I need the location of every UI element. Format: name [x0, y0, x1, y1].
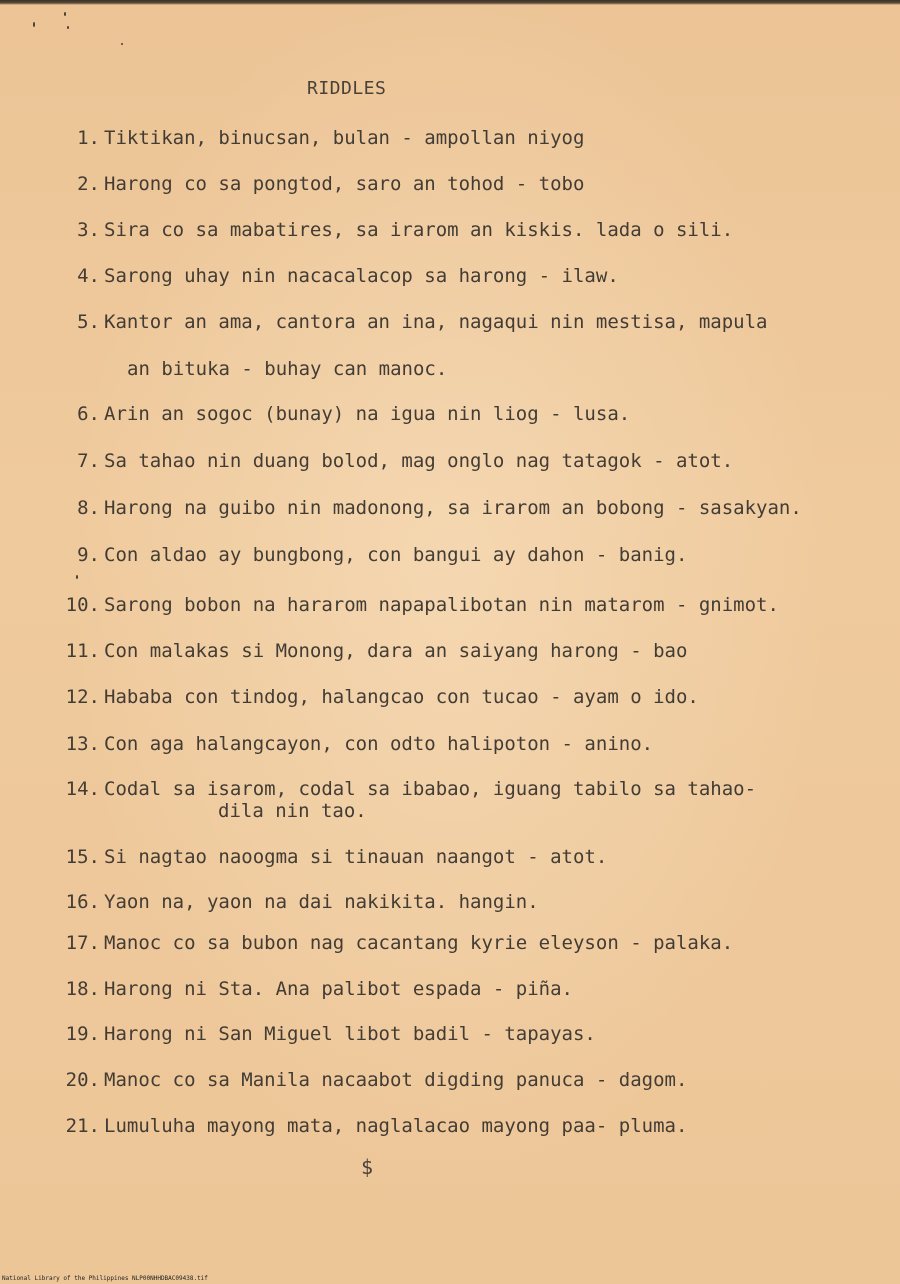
riddle-text: Lumuluha mayong mata, naglalacao mayong paa- pluma.	[104, 1115, 688, 1137]
riddle-item	[48, 846, 607, 868]
riddle-item	[48, 219, 733, 241]
riddle-number: 17.	[65, 932, 100, 954]
document-title: RIDDLES	[307, 78, 387, 99]
riddle-number: 21.	[65, 1115, 100, 1137]
riddle-item	[48, 1023, 596, 1045]
ink-speck	[64, 12, 66, 16]
riddle-continuation: an bituka - buhay can manoc.	[127, 358, 448, 380]
riddle-item	[48, 640, 687, 662]
riddle-text: Con aldao ay bungbong, con bangui ay dahon - banig.	[104, 544, 688, 566]
riddle-item	[48, 1115, 687, 1137]
riddle-continuation: dila nin tao.	[218, 800, 367, 822]
ink-speck	[67, 26, 69, 29]
ink-speck	[33, 22, 35, 27]
riddle-item	[48, 127, 584, 149]
riddle-text: Kantor an ama, cantora an ina, nagaqui nin mestisa, mapula	[104, 311, 768, 333]
riddle-item	[48, 311, 767, 333]
riddle-text: Hababa con tindog, halangcao con tucao - ayam o ido.	[104, 686, 699, 708]
riddle-item	[48, 173, 584, 195]
riddle-text: Manoc co sa bubon nag cacantang kyrie eleyson - palaka.	[104, 932, 734, 954]
riddle-item	[48, 594, 779, 616]
riddle-number: 18.	[65, 978, 100, 1000]
riddle-text: Manoc co sa Manila nacaabot digding panuca - dagom.	[104, 1069, 688, 1091]
ink-speck	[121, 43, 123, 45]
riddle-item	[48, 265, 619, 287]
riddle-number: 1.	[77, 127, 100, 149]
riddle-text: Sira co sa mabatires, sa irarom an kiskis. lada o sili.	[104, 219, 734, 241]
riddle-item	[48, 403, 630, 425]
riddle-number: 20.	[65, 1069, 100, 1091]
riddle-number: 3.	[77, 219, 100, 241]
riddle-item	[48, 932, 733, 954]
end-mark: $	[361, 1155, 374, 1179]
riddle-text: Con malakas si Monong, dara an saiyang harong - bao	[104, 640, 688, 662]
riddle-text: Yaon na, yaon na dai nakikita. hangin.	[104, 891, 539, 913]
riddle-number: 7.	[77, 450, 100, 472]
riddle-text: Harong na guibo nin madonong, sa irarom an bobong - sasakyan.	[104, 497, 802, 519]
riddle-item	[48, 686, 699, 708]
ink-speck	[76, 575, 78, 579]
riddle-number: 16.	[65, 891, 100, 913]
riddle-number: 9.	[77, 544, 100, 566]
riddle-number: 14.	[65, 778, 100, 800]
riddle-number: 6.	[77, 403, 100, 425]
riddle-item	[48, 733, 653, 755]
riddle-text: Tiktikan, binucsan, bulan - ampollan niyog	[104, 127, 585, 149]
riddle-text: Arin an sogoc (bunay) na igua nin liog - lusa.	[104, 403, 631, 425]
riddle-text: Codal sa isarom, codal sa ibabao, iguang tabilo sa tahao-	[104, 778, 757, 800]
riddle-number: 5.	[77, 311, 100, 333]
scan-footer: National Library of the Philippines NLP00NHHDBAC09438.tif	[2, 1275, 208, 1282]
riddle-text: Harong ni San Miguel libot badil - tapayas.	[104, 1023, 596, 1045]
riddle-text: Harong ni Sta. Ana palibot espada - piña.	[104, 978, 573, 1000]
riddle-text: Harong co sa pongtod, saro an tohod - tobo	[104, 173, 585, 195]
riddle-item	[48, 544, 687, 566]
riddle-text: Sarong uhay nin nacacalacop sa harong - ilaw.	[104, 265, 619, 287]
scan-top-edge	[0, 0, 900, 5]
riddle-text: Si nagtao naoogma si tinauan naangot - atot.	[104, 846, 608, 868]
riddle-number: 4.	[77, 265, 100, 287]
riddle-text: Con aga halangcayon, con odto halipoton - anino.	[104, 733, 654, 755]
riddle-number: 8.	[77, 497, 100, 519]
riddle-text: Sarong bobon na hararom napapalibotan nin matarom - gnimot.	[104, 594, 779, 616]
riddle-item	[48, 497, 802, 519]
riddle-number: 10.	[65, 594, 100, 616]
riddle-number: 15.	[65, 846, 100, 868]
riddle-number: 2.	[77, 173, 100, 195]
riddle-number: 19.	[65, 1023, 100, 1045]
riddle-item	[48, 978, 573, 1000]
riddle-item	[48, 778, 756, 800]
riddle-number: 13.	[65, 733, 100, 755]
riddle-item	[48, 450, 733, 472]
riddle-number: 11.	[65, 640, 100, 662]
riddle-number: 12.	[65, 686, 100, 708]
riddle-item	[48, 891, 539, 913]
riddle-item	[48, 1069, 687, 1091]
riddle-text: Sa tahao nin duang bolod, mag onglo nag tatagok - atot.	[104, 450, 734, 472]
